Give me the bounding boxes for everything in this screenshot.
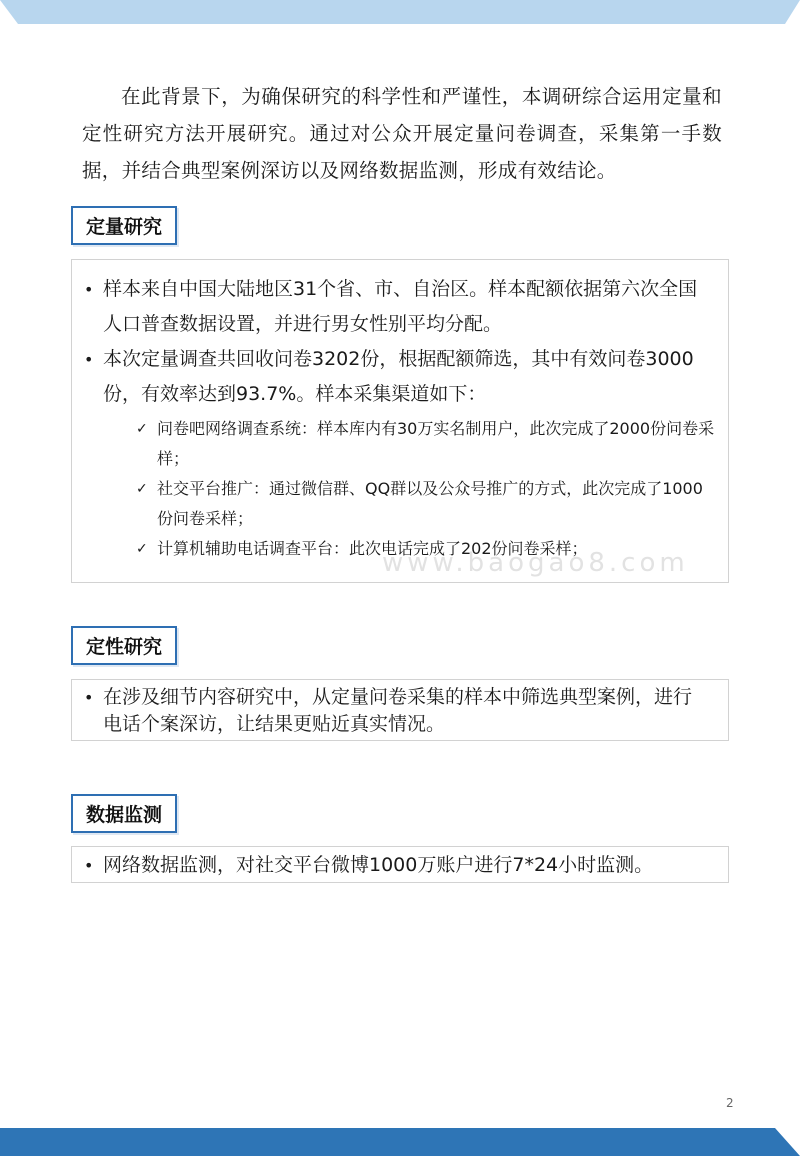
section-box-quant	[71, 259, 729, 583]
monitor-bullet-1	[72, 848, 723, 883]
qual-bullet-1-text: 在涉及细节内容研究中，从定量问卷采集的样本中筛选典型案例，进行电话个案深访，让结果更贴近真实情况。	[103, 686, 693, 735]
section-box-qual	[71, 679, 729, 741]
page-number: 2	[726, 1096, 734, 1110]
quant-bullet-2	[72, 342, 703, 412]
quant-bullet-1-text: 样本来自中国大陆地区31个省、市、自治区。样本配额依据第六次全国人口普查数据设置，并进行男女性别平均分配。	[103, 278, 698, 335]
bullet-icon: •	[84, 280, 94, 299]
top-decor-band	[0, 0, 800, 24]
bullet-icon: •	[84, 856, 94, 875]
section-title-quant: 定量研究	[71, 206, 177, 245]
bottom-decor-band	[0, 1128, 800, 1156]
section-title-monitor: 数据监测	[71, 794, 177, 833]
intro-paragraph: 在此背景下，为确保研究的科学性和严谨性，本调研综合运用定量和定性研究方法开展研究。通过对公众开展定量问卷调查，采集第一手数据，并结合典型案例深访以及网络数据监测，形成有效结论。	[82, 85, 722, 182]
check-icon: ✓	[136, 481, 148, 497]
quant-subitem-1	[72, 414, 717, 474]
quant-subitem-2	[72, 474, 717, 534]
quant-subitem-2-text: 社交平台推广：通过微信群、QQ群以及公众号推广的方式，此次完成了1000份问卷采样；	[157, 479, 703, 528]
watermark: www.baogao8.com	[382, 548, 689, 578]
quant-bullet-1	[72, 272, 703, 342]
quant-subitem-3-text: 计算机辅助电话调查平台：此次电话完成了202份问卷采样；	[157, 539, 588, 558]
section-title-qual: 定性研究	[71, 626, 177, 665]
qual-bullet-1	[72, 684, 703, 738]
check-icon: ✓	[136, 541, 148, 557]
bullet-icon: •	[84, 688, 94, 707]
section-box-monitor	[71, 846, 729, 883]
quant-bullet-2-text: 本次定量调查共回收问卷3202份，根据配额筛选，其中有效问卷3000份，有效率达到93.7%。样本采集渠道如下：	[103, 348, 694, 405]
bullet-icon: •	[84, 350, 94, 369]
quant-subitem-1-text: 问卷吧网络调查系统：样本库内有30万实名制用户，此次完成了2000份问卷采样；	[157, 419, 715, 468]
monitor-bullet-1-text: 网络数据监测，对社交平台微博1000万账户进行7*24小时监测。	[103, 854, 654, 876]
check-icon: ✓	[136, 421, 148, 437]
quant-subitems	[72, 414, 728, 564]
